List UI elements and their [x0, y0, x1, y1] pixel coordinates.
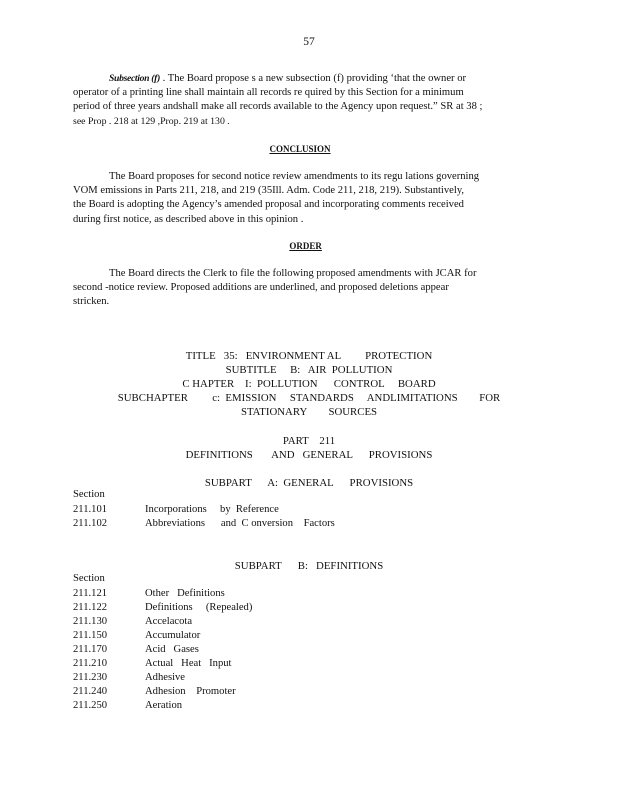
subtitle-line: SUBTITLE B: AIR POLLUTION — [225, 364, 393, 376]
subchapter-line: SUBCHAPTER c: EMISSION STANDARDS ANDLIMITATIONS FOR — [117, 392, 501, 404]
subpart-a-toc — [73, 503, 335, 531]
conclusion-heading-text: CONCLUSION — [269, 144, 331, 154]
subpart-b-toc — [73, 587, 252, 713]
subchapter-line-2: STATIONARY SOURCES — [240, 406, 378, 418]
section-number: 211.170 — [73, 643, 108, 655]
section-number: 211.121 — [73, 588, 108, 599]
section-title: Definitions (Repealed) — [145, 601, 253, 613]
section-title: Other Definitions — [145, 588, 225, 599]
paragraph-line: second -notice review. Proposed additions are underlined, and proposed deletions appear — [73, 282, 449, 294]
conclusion-paragraph — [73, 170, 545, 227]
conclusion-heading — [0, 144, 618, 154]
section-label: Section — [73, 489, 105, 500]
toc-row — [73, 615, 252, 629]
toc-row — [73, 685, 252, 699]
section-title: Adhesive — [145, 671, 186, 683]
paragraph-line — [73, 72, 545, 86]
toc-row — [73, 643, 252, 657]
section-title: Accelacota — [145, 615, 193, 627]
toc-row — [73, 657, 252, 671]
section-title: Adhesion Promoter — [145, 685, 236, 697]
title-line: TITLE 35: ENVIRONMENT AL PROTECTION — [185, 350, 433, 362]
paragraph-text: The Board proposes for second notice review amendments to its regu lations governing — [109, 171, 480, 182]
section-number: 211.230 — [73, 671, 108, 683]
order-heading-text: ORDER — [289, 241, 322, 251]
paragraph-line — [73, 267, 545, 281]
section-title: Accumulator — [145, 629, 201, 641]
section-title: Aeration — [145, 699, 183, 711]
paragraph-text: . The Board propose s a new subsection (f) providing ‘that the owner or — [162, 73, 467, 84]
subsection-paragraph — [73, 72, 545, 129]
section-number: 211.240 — [73, 685, 108, 697]
toc-row — [73, 503, 335, 517]
section-title: Actual Heat Input — [145, 657, 232, 669]
order-heading — [0, 241, 618, 251]
section-title: Incorporations by Reference — [145, 504, 279, 515]
section-number: 211.130 — [73, 615, 108, 627]
section-number: 211.250 — [73, 699, 108, 711]
toc-row — [73, 601, 252, 615]
toc-row — [73, 671, 252, 685]
paragraph-text: The Board directs the Clerk to file the following proposed amendments with JCAR for — [109, 268, 477, 279]
section-number: 211.102 — [73, 517, 108, 529]
toc-row — [73, 699, 252, 713]
subpart-a-heading: SUBPART A: GENERAL PROVISIONS — [204, 477, 414, 489]
paragraph-line: during first notice, as described above in this opinion . — [73, 213, 304, 225]
part-number: PART 211 — [282, 435, 336, 447]
section-title: Acid Gases — [145, 643, 199, 655]
paragraph-line — [73, 170, 545, 184]
toc-row — [73, 629, 252, 643]
section-number: 211.150 — [73, 629, 108, 641]
section-number: 211.122 — [73, 601, 108, 613]
paragraph-line: see Prop . 218 at 129 ,Prop. 219 at 130 . — [73, 115, 230, 127]
toc-row — [73, 587, 252, 601]
subsection-label: Subsection (f) — [109, 73, 160, 84]
toc-row — [73, 517, 335, 531]
chapter-line: C HAPTER I: POLLUTION CONTROL BOARD — [182, 378, 436, 390]
paragraph-line: stricken. — [73, 296, 110, 308]
paragraph-line: operator of a printing line shall maintain all records re quired by this Section for a minimum — [73, 87, 464, 99]
order-paragraph — [73, 267, 545, 310]
page-number: 57 — [303, 36, 315, 48]
subpart-b-heading: SUBPART B: DEFINITIONS — [234, 560, 384, 572]
paragraph-line: the Board is adopting the Agency’s amended proposal and incorporating comments received — [73, 199, 464, 211]
paragraph-line: VOM emissions in Parts 211, 218, and 219 (35Ill. Adm. Code 211, 218, 219). Substantively, — [73, 185, 465, 197]
section-number: 211.101 — [73, 504, 108, 515]
part-title: DEFINITIONS AND GENERAL PROVISIONS — [185, 449, 433, 461]
title-block — [0, 349, 618, 419]
section-number: 211.210 — [73, 657, 108, 669]
section-label: Section — [73, 573, 105, 584]
section-title: Abbreviations and C onversion Factors — [145, 517, 335, 529]
paragraph-line: period of three years andshall make all records available to the Agency upon request.” SR at 38 ; — [73, 101, 483, 113]
